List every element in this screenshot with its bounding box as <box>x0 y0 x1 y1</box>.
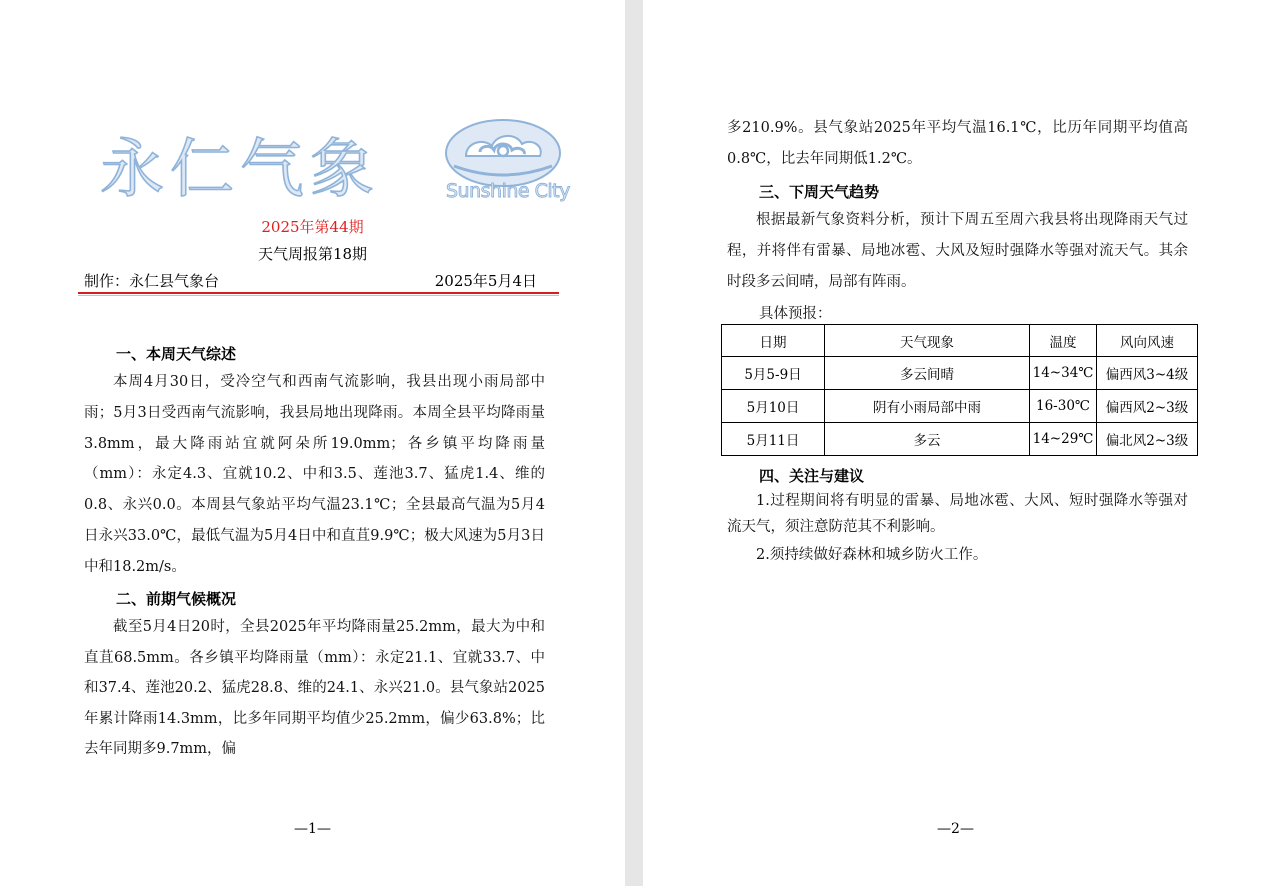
section3-heading: 三、下周天气趋势 <box>759 183 880 201</box>
col-header-weather: 天气现象 <box>825 325 1030 357</box>
section3-body: 根据最新气象资料分析，预计下周五至周六我县将出现降雨天气过程，并将伴有雷暴、局地冰雹、大风及短时强降水等强对流天气。其余时段多云间晴，局部有阵雨。 <box>727 212 1188 290</box>
forecast-table <box>721 324 1198 456</box>
cell-wind: 偏西风2~3级 <box>1097 390 1198 423</box>
header-divider-shadow <box>78 295 559 296</box>
col-header-date: 日期 <box>722 325 825 357</box>
cell-date: 5月11日 <box>722 423 825 456</box>
document-page-1 <box>0 0 625 886</box>
logo-title: 永仁气象 <box>100 133 380 207</box>
advice-item-1: 1.过程期间将有明显的雷暴、局地冰雹、大风、短时强降水等强对流天气，须注意防范其不利影响。 <box>727 493 1188 535</box>
table-header-row <box>722 325 1198 357</box>
page-number: —1— <box>294 821 331 837</box>
header-divider <box>78 292 559 294</box>
issue-number: 2025年第44期 <box>261 218 364 236</box>
cell-date: 5月10日 <box>722 390 825 423</box>
cell-temp: 14~34℃ <box>1030 357 1097 390</box>
col-header-temp: 温度 <box>1030 325 1097 357</box>
publish-date: 2025年5月4日 <box>434 272 537 290</box>
table-row <box>722 357 1198 390</box>
table-row <box>722 390 1198 423</box>
col-header-wind: 风向风速 <box>1097 325 1198 357</box>
table-row <box>722 423 1198 456</box>
advice-item-2: 2.须持续做好森林和城乡防火工作。 <box>756 547 988 563</box>
page-number: —2— <box>937 821 974 837</box>
cell-temp: 16-30℃ <box>1030 390 1097 423</box>
publisher: 制作：永仁县气象台 <box>84 272 220 290</box>
cell-date: 5月5-9日 <box>722 357 825 390</box>
continuation-text: 多210.9%。县气象站2025年平均气温16.1℃，比历年同期平均值高0.8℃，比去年同期低1.2℃。 <box>727 120 1188 167</box>
cell-temp: 14~29℃ <box>1030 423 1097 456</box>
section4-heading: 四、关注与建议 <box>759 467 865 485</box>
document-page-2 <box>643 0 1268 886</box>
cloud-logo-icon <box>444 118 562 188</box>
section2-body: 截至5月4日20时，全县2025年平均降雨量25.2mm，最大为中和直苴68.5mm。各乡镇平均降雨量（mm）：永定21.1、宜就33.7、中和37.4、莲池20.2、猛虎28.8、维的24.1、永兴21.0。县气象站2025年累计降雨14.3mm，比多年同期平均值少25.2mm，偏少63.8%；比去年同期多9.7mm，偏 <box>84 619 545 757</box>
section2-heading: 二、前期气候概况 <box>116 590 237 608</box>
section1-heading: 一、本周天气综述 <box>116 345 237 363</box>
forecast-label: 具体预报： <box>759 306 832 322</box>
report-title: 天气周报第18期 <box>257 245 368 263</box>
cell-weather: 阴有小雨局部中雨 <box>825 390 1030 423</box>
section1-body: 本周4月30日，受冷空气和西南气流影响，我县出现小雨局部中雨；5月3日受西南气流影响，我县局地出现降雨。本周全县平均降雨量3.8mm，最大降雨站宜就阿朵所19.0mm；各乡镇平均降雨量（mm）：永定4.3、宜就10.2、中和3.5、莲池3.7、猛虎1.4、维的0.8、永兴0.0。本周县气象站平均气温23.1℃；全县最高气温为5月4日永兴33.0℃，最低气温为5月4日中和直苴9.9℃；极大风速为5月3日中和18.2m/s。 <box>84 374 545 575</box>
cell-weather: 多云间晴 <box>825 357 1030 390</box>
logo-subtitle: Sunshine City <box>446 180 570 202</box>
cell-weather: 多云 <box>825 423 1030 456</box>
cell-wind: 偏北风2~3级 <box>1097 423 1198 456</box>
cell-wind: 偏西风3~4级 <box>1097 357 1198 390</box>
